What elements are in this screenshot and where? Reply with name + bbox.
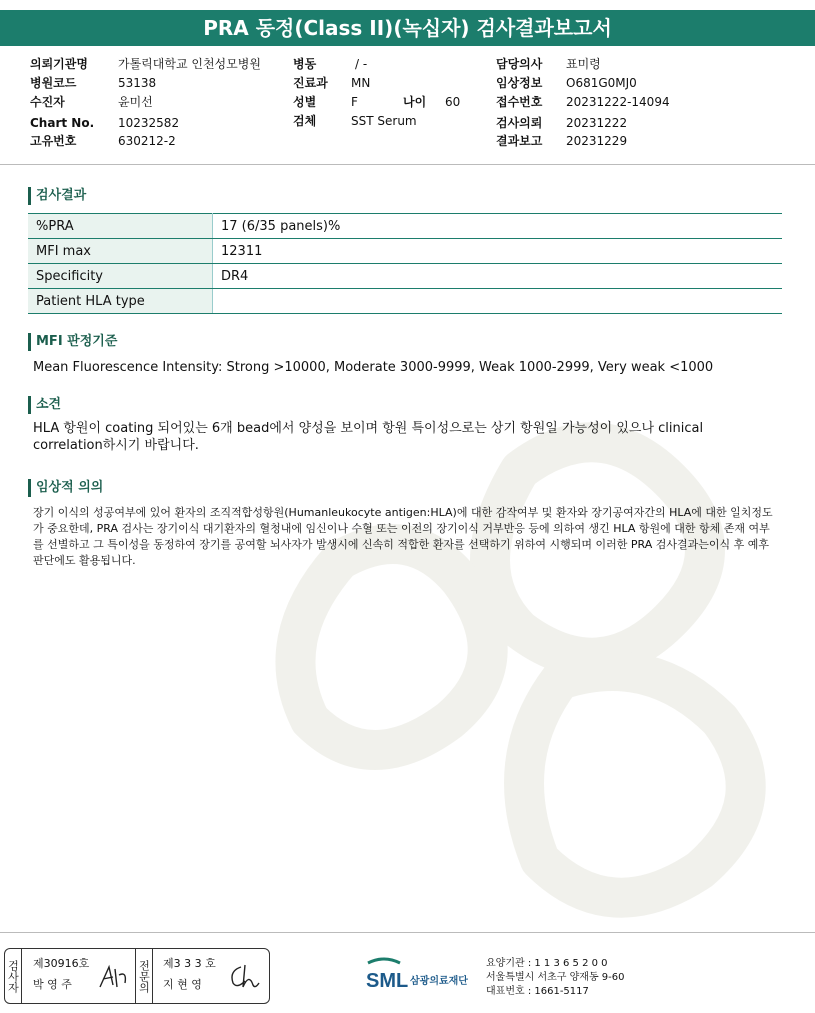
table-row (28, 264, 782, 289)
info-label: 병원코드 (30, 76, 77, 90)
opinion-section-title: 소견 (28, 396, 61, 414)
info-value: 표미령 (566, 57, 601, 71)
age-value: 60 (445, 95, 461, 109)
info-label: 진료과 (293, 76, 328, 90)
info-label: 의뢰기관명 (30, 57, 88, 71)
info-label: 성별 (293, 95, 317, 109)
report-title: PRA 동정(Class II)(녹십자) 검사결과보고서 (0, 10, 815, 46)
result-key: Patient HLA type (28, 289, 213, 314)
info-label: 고유번호 (30, 134, 77, 148)
info-label: 검사의뢰 (496, 116, 543, 130)
org-name: 삼광의료재단 (410, 976, 468, 987)
examiner-name: 박 영 주 (33, 978, 72, 991)
specialist-label (135, 949, 153, 1003)
org-address (486, 957, 625, 999)
addr-line-3: 대표번호 : 1661-5117 (486, 986, 589, 997)
results-section-title: 검사결과 (28, 187, 86, 205)
clinical-text: 장기 이식의 성공여부에 있어 환자의 조직적합성항원(Humanleukocyte antigen:HLA)에 대한 감작여부 및 환자와 장기공여자간의 HLA에 대한 일치정도가 중요한데, PRA 검사는 장기이식 대기환자의 혈청내에 임신이나 수혈 또는 이전의 장기이식 거부반응 등에 의하여 생긴 HLA 항원에 대한 항체 존재 여부를 선별하고 그 특이성을 동정하여 장기를 공여할 뇌사자가 발생시에 신속히 적합한 환자를 선택하기 위하여 시행되며 이러한 PRA 검사결과는이식 후 예후 판단에도 활용됩니다. (33, 506, 773, 567)
logo-text: SML (366, 970, 409, 992)
clinical-section-title: 임상적 의의 (28, 479, 103, 497)
result-value: 12311 (213, 239, 783, 264)
specialist-license: 제3 3 3 호 (163, 957, 216, 970)
sml-logo (366, 957, 486, 993)
examiner-label-text: 검사자 (6, 959, 20, 993)
info-value: O681G0MJ0 (566, 76, 637, 90)
mfi-section-title: MFI 판정기준 (28, 333, 117, 351)
divider (0, 164, 815, 165)
opinion-text: HLA 항원이 coating 되어있는 6개 bead에서 양성을 보이며 항원 특이성으로는 상기 항원일 가능성이 있으나 clinical correlation하시기 바랍니다. (33, 421, 704, 453)
results-table (28, 213, 782, 314)
table-row (28, 289, 782, 314)
result-value (213, 289, 783, 314)
addr-line-2: 서울특별시 서초구 양재동 9-60 (486, 972, 625, 983)
examiner-label (5, 949, 22, 1003)
table-row (28, 239, 782, 264)
info-label: 임상정보 (496, 76, 543, 90)
result-key: %PRA (28, 214, 213, 239)
info-value: 가톨릭대학교 인천성모병원 (118, 57, 261, 71)
result-key: MFI max (28, 239, 213, 264)
info-value: 10232582 (118, 116, 180, 130)
addr-line-1: 요양기관 : 1 1 3 6 5 2 0 0 (486, 958, 608, 969)
specialist-name: 지 현 영 (163, 978, 202, 991)
info-value: 20231222 (566, 116, 628, 130)
info-value: 53138 (118, 76, 157, 90)
mfi-criteria-text: Mean Fluorescence Intensity: Strong >10000, Moderate 3000-9999, Weak 1000-2999, Very weak <1000 (33, 360, 714, 375)
info-label: 검체 (293, 114, 317, 128)
info-label: 결과보고 (496, 134, 543, 148)
specialist-label-text: 전문의 (137, 959, 151, 993)
age-label: 나이 (403, 95, 427, 109)
info-value: 20231222-14094 (566, 95, 670, 109)
result-key: Specificity (28, 264, 213, 289)
info-value: MN (351, 76, 371, 90)
info-value: SST Serum (351, 114, 417, 128)
footer-divider (0, 932, 815, 933)
info-label: 병동 (293, 57, 317, 71)
info-value: 윤미선 (118, 95, 153, 109)
info-value: F (351, 95, 358, 109)
examiner-signature-icon (97, 961, 131, 991)
info-value: 630212-2 (118, 134, 176, 148)
specialist-signature-icon (227, 961, 261, 991)
patient-info (30, 55, 790, 155)
info-label: 담당의사 (496, 57, 543, 71)
info-label: 접수번호 (496, 95, 543, 109)
table-row (28, 214, 782, 239)
info-value: 20231229 (566, 134, 628, 148)
result-value: DR4 (213, 264, 783, 289)
info-value: / - (355, 57, 368, 71)
info-label: Chart No. (30, 116, 95, 130)
signature-box (4, 948, 270, 1004)
result-value: 17 (6/35 panels)% (213, 214, 783, 239)
info-label: 수진자 (30, 95, 65, 109)
examiner-license: 제30916호 (33, 957, 90, 970)
